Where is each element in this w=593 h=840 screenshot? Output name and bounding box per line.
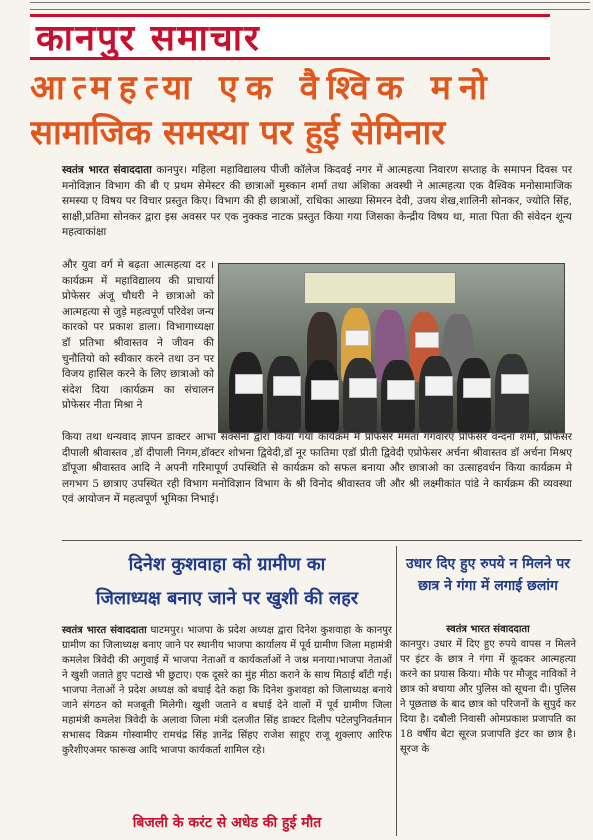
- article2-body-text: घाटमपुर। भाजपा के प्रदेश अध्यक्ष द्वारा दिनेश कुशवाहा के कानपुर ग्रामीण का जिलाध्यक्ष बनाए जाने पर स्थानीय भाजपा कार्यालय में पूर्व ग्रामीण जिला महामंत्री कमलेश त्रिवेदी की अगुवाई में भाजपा नेताओं व कार्यकर्ताओं ने जश्न मनाया।भाजपा नेताओं ने खुशी जताते हुए पटाखे भी छुटाए। एक दूसरे का मुंह मीठा कराने के साथ मिठाई बाँटी गई। भाजपा नेताओं ने प्रदेश अध्यक्ष को बधाई देते कहा कि दिनेश कुशवहा को जिलाध्यक्ष बनाये जाने संगठन को मजबूती मिलेगी। खुशी जताने व बधाई देने वालों में पूर्व ग्रामीण जिला महामंत्री कमलेश त्रिवेदी के अलावा जिला मंत्री दलजीत सिंह डाक्टर दिलीप पटेलपुनिवर्तमान सभासद विक्रम गोस्वामीए रामचंद्र सिंह ज्ञानेंद्र सिंहए राजेश साहूए राजू शुक्लाए आरिफ कुरैशीएअमर फारूख आदि भाजपा कार्यकर्ता शामिल रहे।: [62, 625, 393, 756]
- article2-headline: [62, 548, 392, 616]
- seminar-photo: [218, 263, 565, 433]
- article1-byline: स्वतंत्र भारत संवाददाता: [62, 164, 152, 176]
- article3-body-text: कानपुर। उधार में दिए हुए रुपये वापस न मिलने पर इंटर के छात्र ने गंगा में कूदकर आत्महत्या करने का प्रयास किया। मौके पर मौजूद नाविकों ने छात्र को बचाया और पुलिस को सूचना दी। पुलिस ने पूछताछ के बाद छात्र को परिजनों के सुपुर्द कर दिया है। दबौली निवासी ओमप्रकाश प्रजापति का 18 वर्षीय बेटा सूरज प्रजापति इंटर का छात्र है। सूरज के: [400, 639, 576, 755]
- column-rule: [396, 546, 397, 836]
- article2-headline-line1: दिनेश कुशवाहा को ग्रामीण का: [128, 554, 326, 575]
- photo-banner: [304, 272, 456, 304]
- article1-para-left: और युवा वर्ग मे बढ़ता आत्महत्या दर । कार्यक्रम में महाविद्यालय की प्राचार्या प्रोफेसर अंजू चौधरी ने छात्राओ को आत्महत्या से जुड़े महत्वपूर्ण परिवेश जन्य कारको पर प्रकाश डाला। विभागाध्यक्षा डॉ प्रतिभा श्रीवास्तव ने जीवन की चुनौतियो को स्वीकार करने तथा उन पर विजय हासिल करने के लिए छात्राओ को संदेश दिया ।कार्यक्रम का संचालन प्रोफेसर नीता मिश्रा ने: [62, 259, 214, 412]
- article1-para-top-text: कानपुर। महिला महाविद्यालय पीजी कॉलेज किदवई नगर में आत्महत्या निवारण सप्ताह के समापन दिवस पर मनोविज्ञान विभाग की बी ए प्रथम सेमेस्टर की छात्राओं मुस्कान शर्मा तथा अंशिका अवस्थी ने आत्महत्या एक वैश्विक मनोसामाजिक समस्या ए विषय पर विचार प्रस्तुत किए। विभाग की ही छात्राओं, राधिका आख्या सिमरन देवी, उजय शेख,शालिनी सोनकर, ज्योति सिंह, साक्षी,प्रतिमा सोनकर द्वारा इस अवसर पर एक नुक्कड नाटक प्रस्तुत किया गया जिसका केन्द्रीय विषय था, माता पिता की संवेदन शून्य महत्वाकांक्षा: [62, 164, 572, 239]
- article1-para-top: [62, 163, 572, 241]
- article3-headline: उधार दिए हुए रुपये न मिलने पर छात्र ने गंगा में लगाई छलांग: [405, 556, 570, 594]
- article1-para-bottom: किया तथा धन्यवाद ज्ञापन डाक्टर आभा सक्सेना द्वारा किया गया कार्यक्रम मे प्रोफेसर ममता गंगवारए प्रोफेसर वन्दना शर्मा, प्रोफेसर दीपाली श्रीवास्तव ,डॉ दीपाली निगम,डॉक्टर शोभना द्विवेदी,डॉ नूर फातिमा एडॉ प्रीती द्विवेदी एप्रोफेसर अर्चना श्रीवास्तव डॉ अर्चना मिश्रए डॉपूजा श्रीवास्तव आदि ने अपनी गरिमापूर्ण उपस्थिति से कार्यक्रम को सफल बनाया और छात्राओ का उत्साहवर्धन किया कार्यक्रम मे लगभग 5 छात्राए उपस्थित रही विभाग मनोविज्ञान विभाग के श्री विनोद श्रीवास्तव जी और श्री लक्ष्मीकांत पांडे ने कार्यक्रम की व्यवस्था एवं आयोजन में महत्वपूर्ण भूमिका निभाई।: [62, 431, 572, 506]
- masthead-title: कानपुर समाचार: [36, 17, 261, 59]
- article2-headline-line2: जिलाध्यक्ष बनाए जाने पर खुशी की लहर: [95, 588, 359, 609]
- article2-body: [62, 623, 392, 758]
- article1-headline-line1: आत्महत्या एक वैश्विक मनो: [30, 68, 495, 108]
- article3-body: [400, 622, 576, 757]
- article2-byline: स्वतंत्र भारत संवाददाता: [62, 625, 147, 636]
- top-rule: [30, 2, 590, 10]
- section-rule: [62, 540, 582, 541]
- article3-byline: स्वतंत्र भारत संवाददाता: [446, 624, 530, 635]
- masthead: [30, 14, 550, 60]
- article1-headline-line2: सामाजिक समस्या पर हुई सेमिनार: [30, 113, 446, 153]
- article4-headline: बिजली के करंट से अधेड की हुई मौत: [132, 815, 322, 831]
